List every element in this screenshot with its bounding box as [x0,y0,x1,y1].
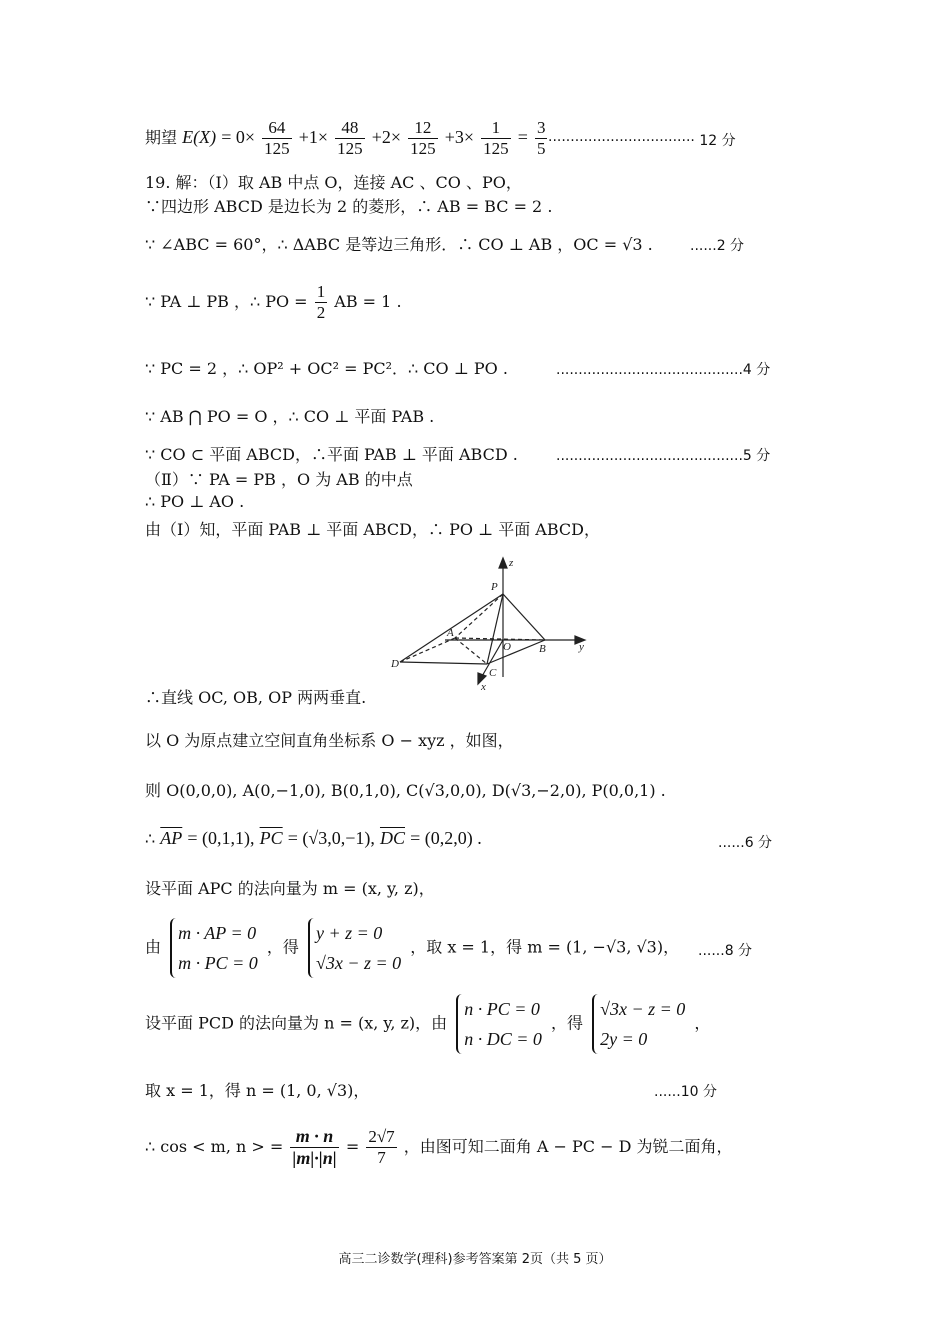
q19-line-7: ∵ CO ⊂ 平面 ABCD，∴平面 PAB ⊥ 平面 ABCD . [145,445,518,464]
edge-DA [400,638,455,662]
q19-line-11: ∴直线 OC, OB, OP 两两垂直. [145,688,367,707]
label-x: x [481,681,486,692]
edge-AC [455,638,487,664]
score-5: ..........................................5 分 [556,448,771,464]
q19-line-12: 以 O 为原点建立空间直角坐标系 O − xyz ，如图， [145,731,514,750]
term-1: +1× [298,127,328,147]
q19-line-9: ∴ PO ⊥ AO . [145,492,245,511]
system-m-solved: y + z = 0 √3x − z = 0 [308,918,401,978]
q19-line-16: 由 m · AP = 0 m · PC = 0 ，得 y + z = 0 √3x − z = 0 ，取 x = 1，得 m = (1, −√3, √3)， [145,918,679,978]
score-4: ..........................................4 分 [556,362,771,378]
q19-line-6: ∵ AB ⋂ PO = O ，∴ CO ⊥ 平面 PAB . [145,407,435,426]
term-0: = 0× [221,127,255,147]
frac-4: $\frac{3}{5}$ [536,118,546,158]
q19-line-17: 设平面 PCD 的法向量为 n = (x, y, z)，由 n · PC = 0 n · DC = 0 ，得 √3x − z = 0 2y = 0 ， [145,994,710,1054]
q19-line-14: ∴ $\overline{AP} = (0,1,1)$, $\overline{PC} = (√3,0,-1)$, $\overline{DC} = (0,2,0)$ . [145,828,482,848]
vector-AP: $\overline{AP}$ [160,828,183,848]
q19-line-19: ∴ cos < m, n > = $\frac{m \cdot n}{|m|\cdot|n|}$ = $\frac{2√7}{7}$ ，由图可知二面角 A − PC − D 为锐二面角， [145,1126,733,1168]
score-6: ......6 分 [718,835,773,851]
q19-line-2: ∵四边形 ABCD 是边长为 2 的菱形，∴ AB = BC = 2 . [145,197,553,216]
half-fraction: $\frac{1}{2}$ [316,282,326,322]
q19-line-4: ∵ PA ⊥ PB ，∴ PO = $\frac{1}{2}$ AB = 1 . [145,282,402,322]
pyramid-figure [385,552,595,692]
frac-1: $\frac{48}{125}$ [337,118,363,158]
frac-0: $\frac{64}{125}$ [264,118,290,158]
label-A: A [447,627,454,639]
ex-symbol: E(X) [182,127,217,147]
q19-line-13: 则 O(0,0,0), A(0,−1,0), B(0,1,0), C(√3,0,0), D(√3,−2,0), P(0,0,1) . [145,781,666,800]
q19-line-10: 由（Ⅰ）知，平面 PAB ⊥ 平面 ABCD，∴ PO ⊥ 平面 ABCD， [145,520,600,539]
edge-PA [455,594,503,638]
term-2: +2× [371,127,401,147]
vector-PC: $\overline{PC}$ [259,828,283,848]
label-C: C [489,667,497,679]
q19-line-15: 设平面 APC 的法向量为 m = (x, y, z)， [145,879,435,898]
edge-DC [400,662,487,664]
label-P: P [491,581,498,593]
label-B: B [539,643,546,655]
score-expectation: ································· 12 分 [548,133,736,149]
vector-DC: $\overline{DC}$ [379,828,405,848]
score-8: ......8 分 [698,943,753,959]
q19-line-1: 19. 解：（Ⅰ）取 AB 中点 O，连接 AC 、CO 、PO， [145,173,522,192]
q19-line-3: ∵ ∠ABC = 60°，∴ ΔABC 是等边三角形．∴ CO ⊥ AB ，OC = √3 . [145,235,653,254]
label-y: y [579,641,584,653]
term-4: = [517,127,528,147]
q19-line-18: 取 x = 1，得 n = (1, 0, √3)， [145,1081,370,1100]
system-m: m · AP = 0 m · PC = 0 [170,918,258,978]
cos-value: $\frac{2√7}{7}$ [368,1127,395,1167]
expectation-prefix: 期望 [145,128,178,147]
z-arrow-icon [499,558,507,568]
cos-fraction: $\frac{m \cdot n}{|m|\cdot|n|}$ [292,1126,337,1168]
q19-line-5: ∵ PC = 2 ，∴ OP² + OC² = PC²．∴ CO ⊥ PO . [145,359,508,378]
system-n-solved: √3x − z = 0 2y = 0 [592,994,685,1054]
frac-3: $\frac{1}{125}$ [483,118,509,158]
label-O: O [503,641,511,653]
label-z: z [509,557,514,569]
frac-2: $\frac{12}{125}$ [410,118,436,158]
page-footer: 高三二诊数学(理科)参考答案第 2页（共 5 页） [338,1252,612,1267]
expectation-line [145,118,549,159]
score-2: ......2 分 [690,238,745,254]
label-D: D [391,658,399,670]
term-3: +3× [444,127,474,147]
system-n: n · PC = 0 n · DC = 0 [456,994,542,1054]
q19-line-8: （Ⅱ）∵ PA = PB ，O 为 AB 的中点 [145,470,413,489]
edge-PB [503,594,545,640]
score-10: ......10 分 [654,1084,717,1100]
